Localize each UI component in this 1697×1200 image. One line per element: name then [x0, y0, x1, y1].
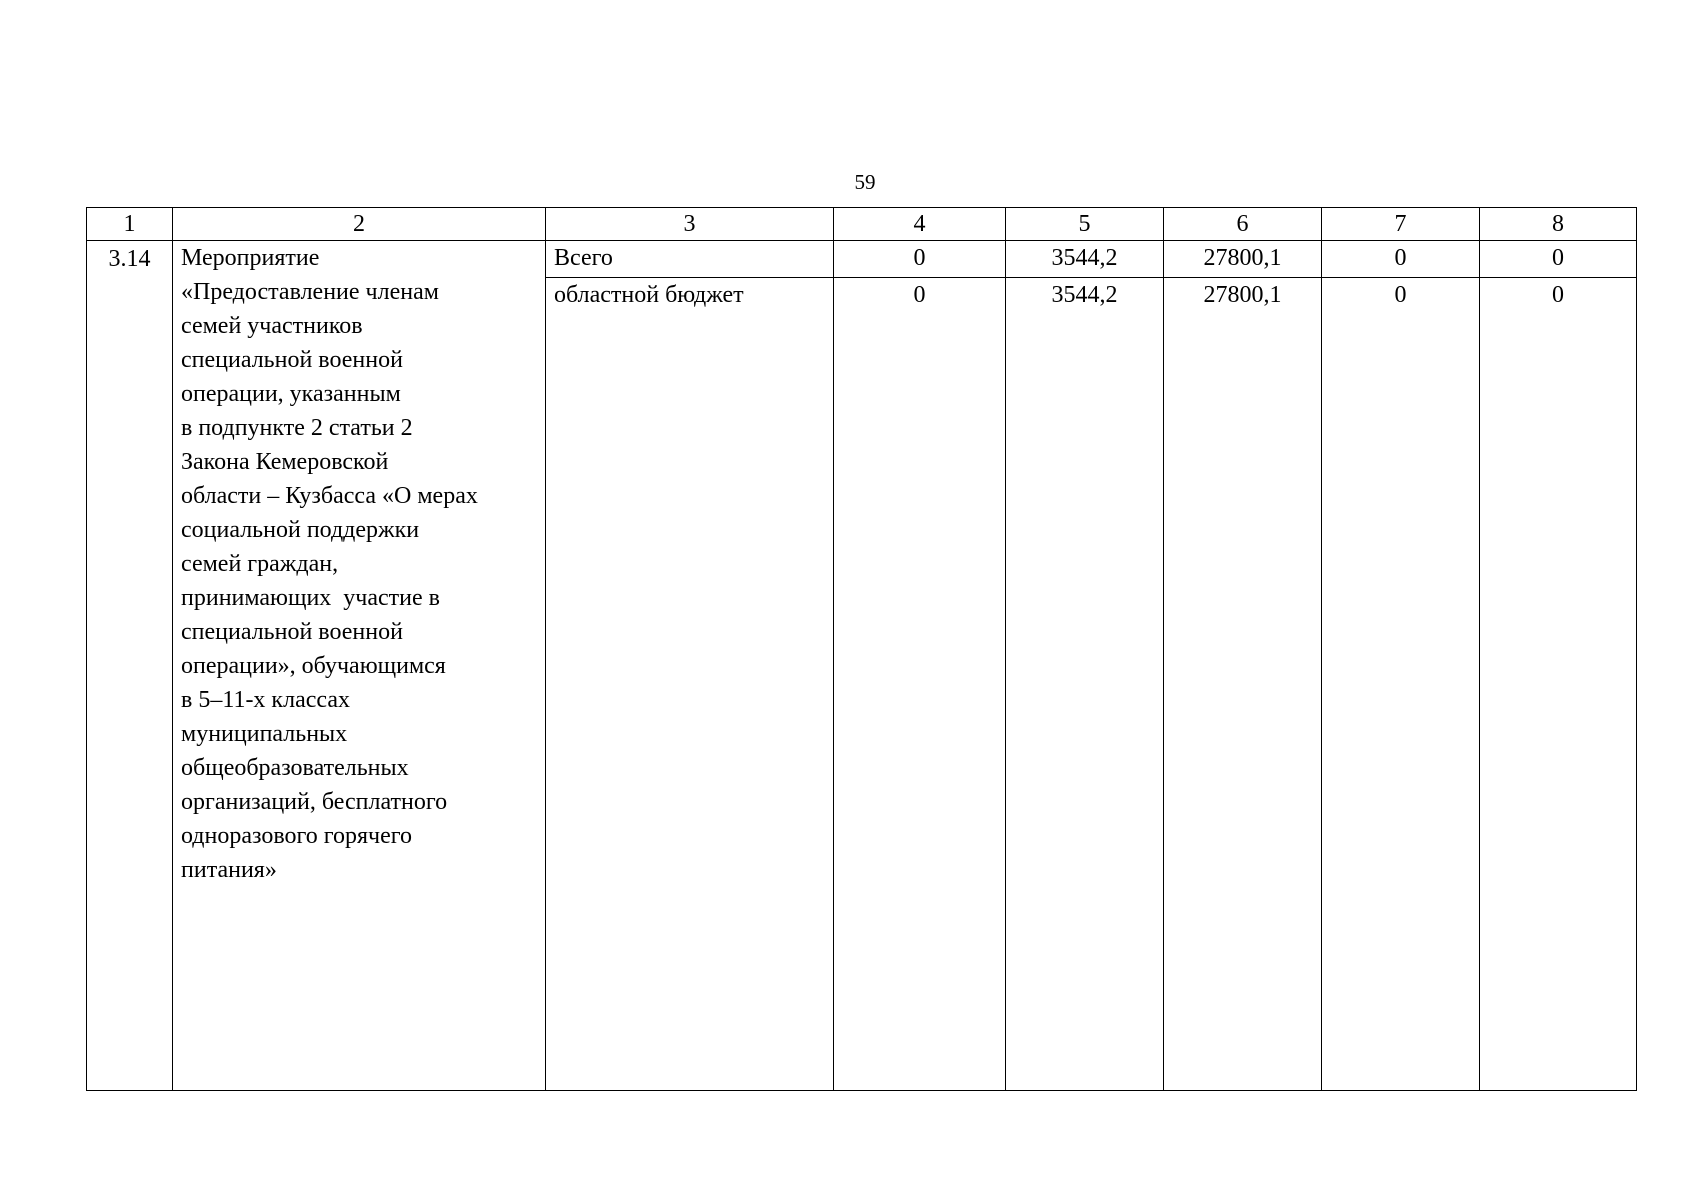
funding-table: [86, 207, 1637, 1091]
header-cell: 6: [1164, 208, 1322, 241]
header-cell: 3: [546, 208, 834, 241]
page-number: 59: [854, 170, 876, 194]
description-line: Закона Кемеровской: [181, 449, 389, 475]
value-cell: 0: [1322, 241, 1480, 278]
description-line: семей участников: [181, 313, 363, 339]
description-line: специальной военной: [181, 619, 403, 645]
header-cell: 1: [87, 208, 173, 241]
description-line: Мероприятие: [181, 245, 320, 271]
description-line: специальной военной: [181, 347, 403, 373]
description-line: принимающих участие в: [181, 585, 440, 611]
description-line: операции», обучающимся: [181, 653, 446, 679]
description-line: области – Кузбасса «О мерах: [181, 483, 478, 509]
item-description-cell: [173, 241, 546, 1091]
item-number-cell: [87, 241, 173, 1091]
funding-source-cell: областной бюджет: [546, 278, 834, 1091]
value-cell: 3544,2: [1006, 278, 1164, 1091]
header-cell: 7: [1322, 208, 1480, 241]
value-cell: 27800,1: [1164, 278, 1322, 1091]
description-line: семей граждан,: [181, 551, 339, 577]
table-row-total: [87, 241, 1637, 278]
value-cell: 27800,1: [1164, 241, 1322, 278]
description-line: организаций, бесплатного: [181, 789, 448, 815]
description-line: общеобразовательных: [181, 755, 409, 781]
description-line: в 5–11-х классах: [181, 687, 350, 713]
header-cell: 4: [834, 208, 1006, 241]
description-line: «Предоставление членам: [181, 279, 439, 305]
value-cell: 0: [834, 278, 1006, 1091]
header-cell: 8: [1480, 208, 1637, 241]
description-line: социальной поддержки: [181, 517, 420, 543]
value-cell: 0: [834, 241, 1006, 278]
funding-source-cell: Всего: [546, 241, 834, 278]
description-line: одноразового горячего: [181, 823, 413, 849]
value-cell: 0: [1480, 241, 1637, 278]
value-cell: 0: [1480, 278, 1637, 1091]
item-number: 3.14: [108, 246, 151, 272]
description-line: питания»: [181, 857, 277, 883]
header-cell: 2: [173, 208, 546, 241]
table-header-row: [87, 208, 1637, 241]
description-line: операции, указанным: [181, 381, 401, 407]
description-line: в подпункте 2 статьи 2: [181, 415, 413, 441]
header-cell: 5: [1006, 208, 1164, 241]
value-cell: 3544,2: [1006, 241, 1164, 278]
description-line: муниципальных: [181, 721, 348, 747]
value-cell: 0: [1322, 278, 1480, 1091]
